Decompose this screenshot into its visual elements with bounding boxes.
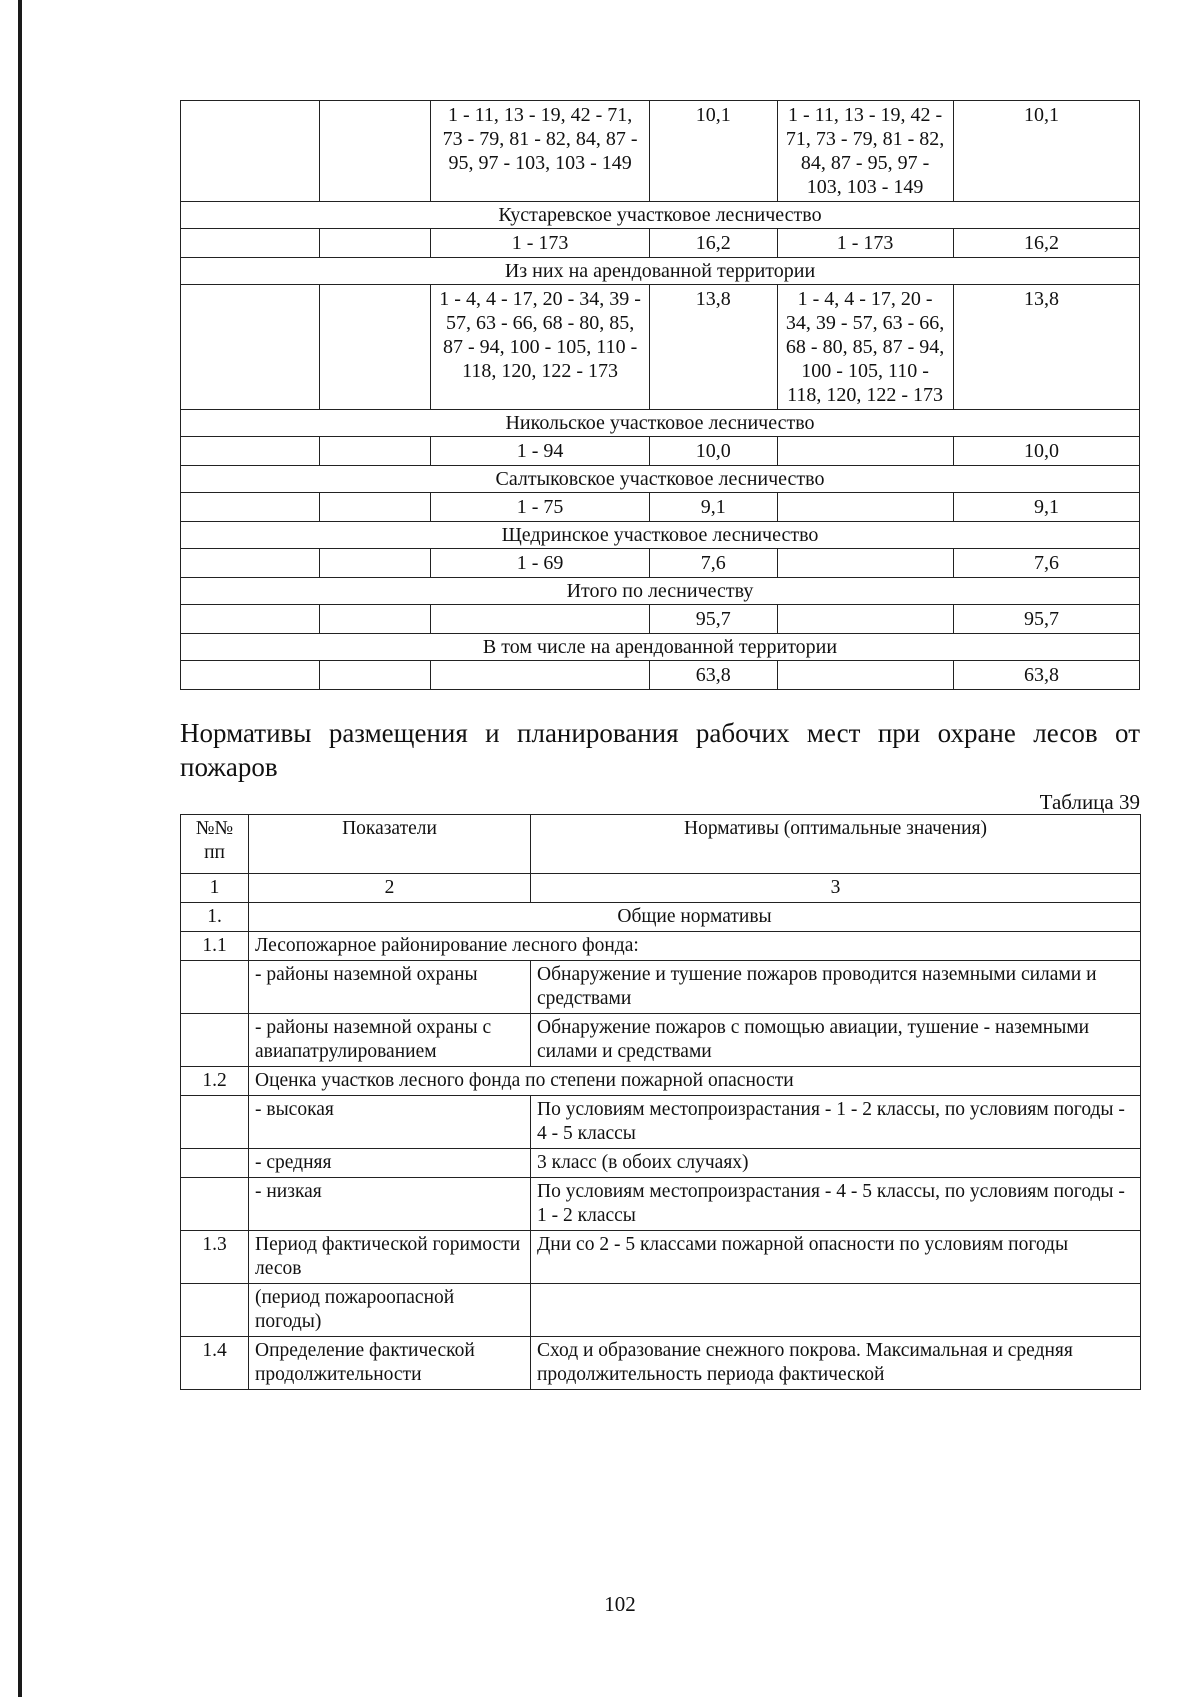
section-title: Салтыковское участковое лесничество bbox=[181, 466, 1140, 493]
section-row bbox=[181, 903, 1141, 932]
area-cell: 16,2 bbox=[649, 229, 777, 258]
column-number: 2 bbox=[249, 874, 531, 903]
row-number: 1.2 bbox=[181, 1067, 249, 1096]
indicator-cell: - средняя bbox=[249, 1149, 531, 1178]
area-cell: 7,6 bbox=[649, 549, 777, 578]
norm-cell: Дни со 2 - 5 классами пожарной опасности по условиям погоды bbox=[531, 1231, 1141, 1284]
norm-cell: Обнаружение и тушение пожаров проводится наземными силами и средствами bbox=[531, 961, 1141, 1014]
indicator-cell: - районы наземной охраны с авиапатрулированием bbox=[249, 1014, 531, 1067]
norm-cell: Сход и образование снежного покрова. Максимальная и средняя продолжительность периода фактической bbox=[531, 1337, 1141, 1390]
quarters-cell: 1 - 4, 4 - 17, 20 - 34, 39 - 57, 63 - 66, 68 - 80, 85, 87 - 94, 100 - 105, 110 - 118, 120, 122 - 173 bbox=[431, 285, 649, 410]
row-number: 1.1 bbox=[181, 932, 249, 961]
section-heading: Нормативы размещения и планирования рабочих мест при охране лесов от пожаров bbox=[180, 718, 1140, 782]
total-cell: 13,8 bbox=[953, 285, 1140, 410]
quarters-cell: 1 - 94 bbox=[431, 437, 649, 466]
column-number: 3 bbox=[531, 874, 1141, 903]
norm-cell: По условиям местопроизрастания - 1 - 2 классы, по условиям погоды - 4 - 5 классы bbox=[531, 1096, 1141, 1149]
column-header: №№ пп bbox=[181, 815, 249, 874]
table-row bbox=[181, 1149, 1141, 1178]
quarters-cell: 1 - 4, 4 - 17, 20 - 34, 39 - 57, 63 - 66, 68 - 80, 85, 87 - 94, 100 - 105, 110 - 118, 120, 122 - 173 bbox=[777, 285, 953, 410]
total-cell: 10,1 bbox=[953, 101, 1140, 202]
forest-quarters-table bbox=[180, 100, 1140, 690]
area-cell: 9,1 bbox=[649, 493, 777, 522]
quarters-cell bbox=[777, 437, 953, 466]
total-cell: 7,6 bbox=[953, 549, 1140, 578]
quarters-cell: 1 - 11, 13 - 19, 42 - 71, 73 - 79, 81 - 82, 84, 87 - 95, 97 - 103, 103 - 149 bbox=[777, 101, 953, 202]
quarters-cell: 1 - 75 bbox=[431, 493, 649, 522]
scan-edge-line bbox=[18, 0, 22, 1697]
table-row bbox=[181, 101, 1140, 202]
table-row bbox=[181, 229, 1140, 258]
quarters-cell bbox=[431, 661, 649, 690]
section-title: Общие нормативы bbox=[249, 903, 1141, 932]
norm-cell: 3 класс (в обоих случаях) bbox=[531, 1149, 1141, 1178]
quarters-cell: 1 - 69 bbox=[431, 549, 649, 578]
quarters-cell bbox=[777, 661, 953, 690]
column-number: 1 bbox=[181, 874, 249, 903]
page-number: 102 bbox=[604, 1592, 636, 1616]
section-row bbox=[181, 258, 1140, 285]
header-row bbox=[181, 815, 1141, 874]
table-row bbox=[181, 437, 1140, 466]
total-cell: 63,8 bbox=[953, 661, 1140, 690]
section-row bbox=[181, 634, 1140, 661]
indicator-cell: - высокая bbox=[249, 1096, 531, 1149]
indicator-cell: - низкая bbox=[249, 1178, 531, 1231]
area-cell: 95,7 bbox=[649, 605, 777, 634]
row-number: 1.3 bbox=[181, 1231, 249, 1284]
table-row bbox=[181, 661, 1140, 690]
row-number: 1.4 bbox=[181, 1337, 249, 1390]
quarters-cell bbox=[431, 605, 649, 634]
quarters-cell bbox=[777, 493, 953, 522]
column-number-row bbox=[181, 874, 1141, 903]
row-text: Лесопожарное районирование лесного фонда: bbox=[249, 932, 1141, 961]
column-header: Нормативы (оптимальные значения) bbox=[531, 815, 1141, 874]
table-row bbox=[181, 1231, 1141, 1284]
section-row bbox=[181, 202, 1140, 229]
table-row bbox=[181, 549, 1140, 578]
section-row bbox=[181, 466, 1140, 493]
norm-cell bbox=[531, 1284, 1141, 1337]
indicator-cell: (период пожароопасной погоды) bbox=[249, 1284, 531, 1337]
section-title: Щедринское участковое лесничество bbox=[181, 522, 1140, 549]
section-title: В том числе на арендованной территории bbox=[181, 634, 1140, 661]
section-row bbox=[181, 578, 1140, 605]
row-number: 1. bbox=[181, 903, 249, 932]
table-row bbox=[181, 605, 1140, 634]
table-row bbox=[181, 1284, 1141, 1337]
table-row bbox=[181, 285, 1140, 410]
section-row bbox=[181, 410, 1140, 437]
column-header: Показатели bbox=[249, 815, 531, 874]
indicator-cell: - районы наземной охраны bbox=[249, 961, 531, 1014]
table-row bbox=[181, 1337, 1141, 1390]
fire-norms-table bbox=[180, 814, 1141, 1390]
total-cell: 9,1 bbox=[953, 493, 1140, 522]
quarters-cell: 1 - 173 bbox=[431, 229, 649, 258]
area-cell: 63,8 bbox=[649, 661, 777, 690]
norm-cell: По условиям местопроизрастания - 4 - 5 классы, по условиям погоды - 1 - 2 классы bbox=[531, 1178, 1141, 1231]
table-row bbox=[181, 1096, 1141, 1149]
table-label: Таблица 39 bbox=[1039, 790, 1140, 814]
quarters-cell bbox=[777, 605, 953, 634]
section-title: Итого по лесничеству bbox=[181, 578, 1140, 605]
table-row bbox=[181, 1014, 1141, 1067]
quarters-cell: 1 - 173 bbox=[777, 229, 953, 258]
table-row bbox=[181, 932, 1141, 961]
total-cell: 95,7 bbox=[953, 605, 1140, 634]
area-cell: 13,8 bbox=[649, 285, 777, 410]
row-text: Оценка участков лесного фонда по степени пожарной опасности bbox=[249, 1067, 1141, 1096]
quarters-cell: 1 - 11, 13 - 19, 42 - 71, 73 - 79, 81 - 82, 84, 87 - 95, 97 - 103, 103 - 149 bbox=[431, 101, 649, 202]
document-page bbox=[180, 100, 1140, 1390]
table-row bbox=[181, 493, 1140, 522]
quarters-cell bbox=[777, 549, 953, 578]
area-cell: 10,1 bbox=[649, 101, 777, 202]
section-title: Кустаревское участковое лесничество bbox=[181, 202, 1140, 229]
area-cell: 10,0 bbox=[649, 437, 777, 466]
table-row bbox=[181, 961, 1141, 1014]
table-row bbox=[181, 1067, 1141, 1096]
section-title: Из них на арендованной территории bbox=[181, 258, 1140, 285]
section-row bbox=[181, 522, 1140, 549]
norm-cell: Обнаружение пожаров с помощью авиации, тушение - наземными силами и средствами bbox=[531, 1014, 1141, 1067]
indicator-cell: Определение фактической продолжительности bbox=[249, 1337, 531, 1390]
total-cell: 10,0 bbox=[953, 437, 1140, 466]
section-title: Никольское участковое лесничество bbox=[181, 410, 1140, 437]
table-row bbox=[181, 1178, 1141, 1231]
indicator-cell: Период фактической горимости лесов bbox=[249, 1231, 531, 1284]
total-cell: 16,2 bbox=[953, 229, 1140, 258]
